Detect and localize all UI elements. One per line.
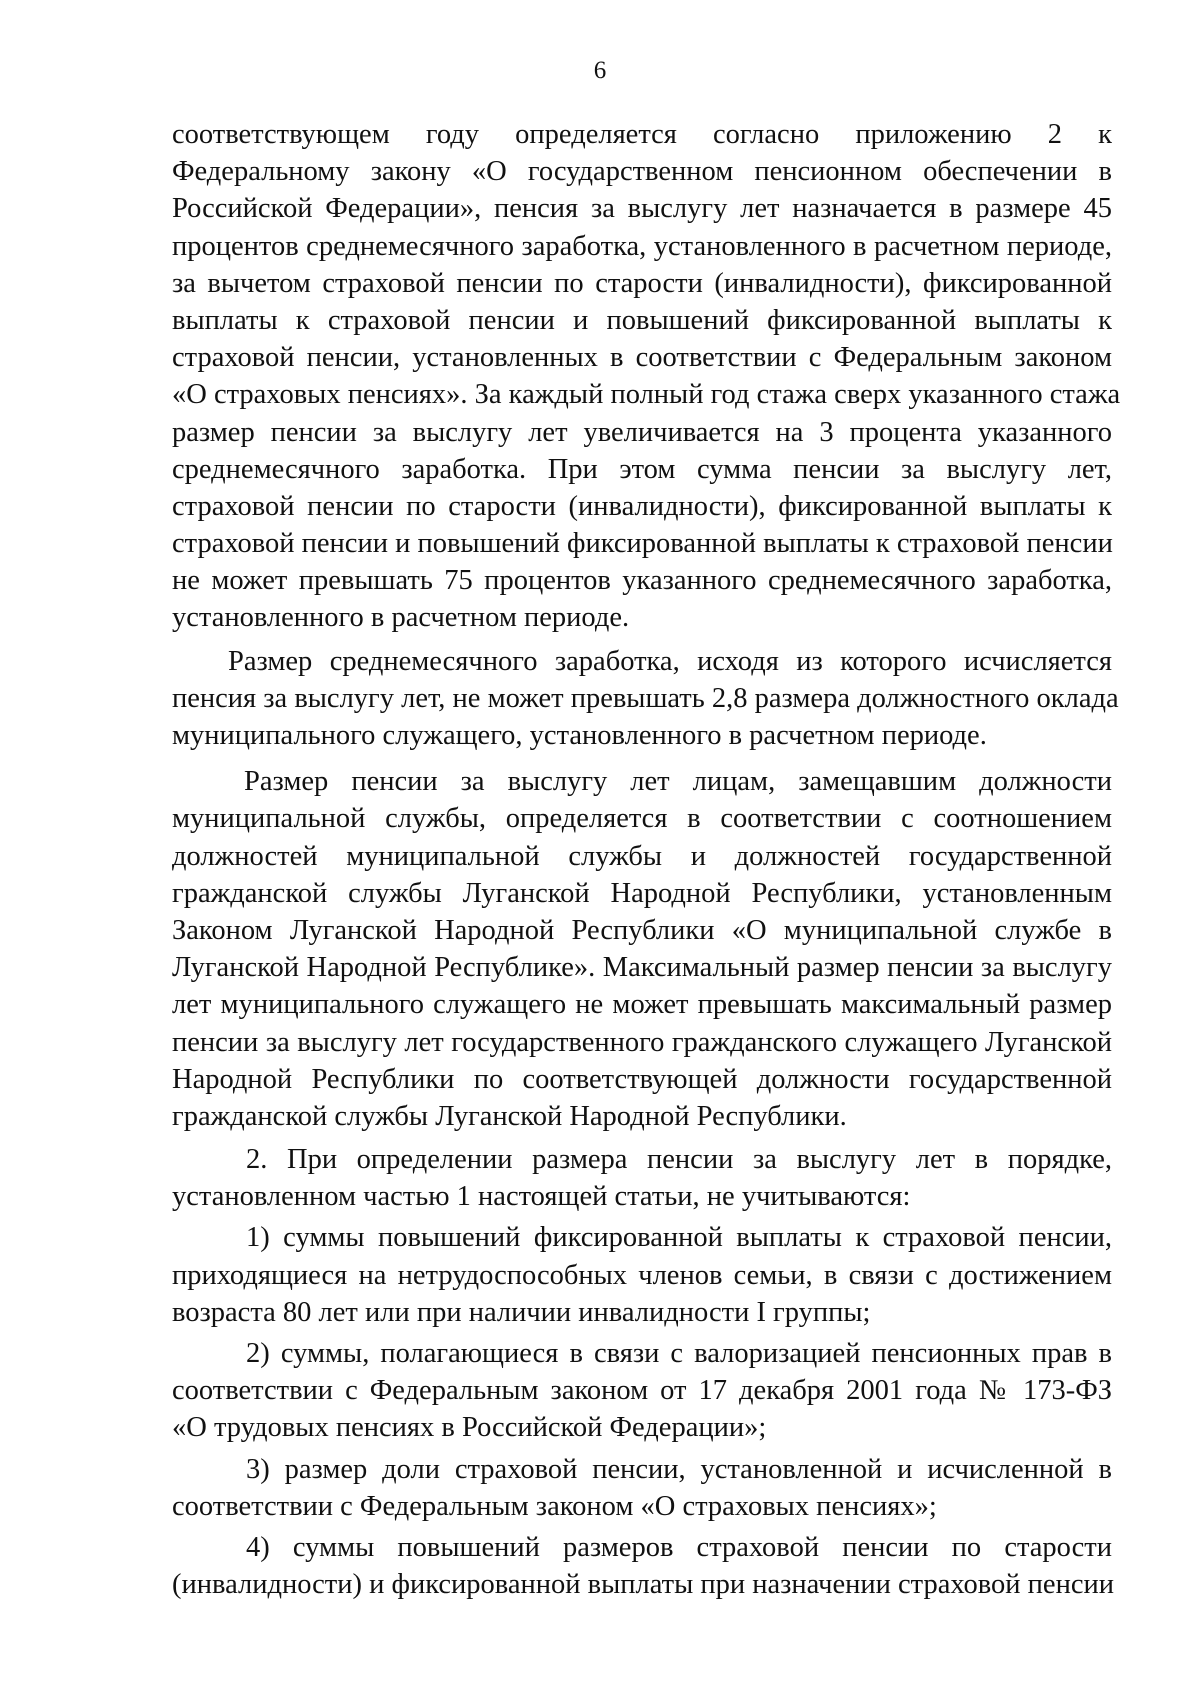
text-line: пенсия за выслугу лет, не может превышать 2,8 размера должностного оклада bbox=[172, 682, 1119, 714]
text-line: 2) суммы, полагающиеся в связи с валоризацией пенсионных прав в bbox=[246, 1338, 1112, 1369]
text-line: Народной Республики по соответствующей должности государственной bbox=[172, 1063, 1112, 1095]
paragraph-municipal-pension bbox=[172, 763, 1112, 1135]
text-line: страховой пенсии по старости (инвалидности), фиксированной выплаты к bbox=[172, 490, 1112, 522]
text-line: соответствующем году определяется согласно приложению 2 к bbox=[172, 119, 1112, 150]
text-line: выплаты к страховой пенсии и повышений фиксированной выплаты к bbox=[172, 304, 1112, 336]
text-line: пенсии за выслугу лет государственного гражданского служащего Луганской bbox=[172, 1026, 1112, 1058]
text-line: Луганской Народной Республике». Максимальный размер пенсии за выслугу bbox=[172, 952, 1112, 984]
text-line: не может превышать 75 процентов указанного среднемесячного заработка, bbox=[172, 565, 1112, 597]
text-line: (инвалидности) и фиксированной выплаты при назначении страховой пенсии bbox=[172, 1569, 1114, 1601]
text-line: среднемесячного заработка. При этом сумма пенсии за выслугу лет, bbox=[172, 453, 1112, 485]
text-line: возраста 80 лет или при наличии инвалидности I группы; bbox=[172, 1296, 871, 1328]
text-line: Российской Федерации», пенсия за выслугу лет назначается в размере 45 bbox=[172, 193, 1112, 225]
text-line: размер пенсии за выслугу лет увеличивается на 3 процента указанного bbox=[172, 416, 1112, 448]
text-line: гражданской службы Луганской Народной Республики. bbox=[172, 1100, 847, 1132]
text-line: муниципального служащего, установленного в расчетном периоде. bbox=[172, 720, 987, 751]
text-line: «О страховых пенсиях». За каждый полный год стажа сверх указанного стажа bbox=[172, 379, 1121, 411]
text-line: Законом Луганской Народной Республики «О муниципальной службе в bbox=[172, 914, 1112, 946]
paragraph-part-2 bbox=[172, 1141, 1112, 1215]
list-item-4 bbox=[172, 1529, 1112, 1603]
text-line: лет муниципального служащего не может превышать максимальный размер bbox=[172, 989, 1112, 1021]
text-line: приходящиеся на нетрудоспособных членов семьи, в связи с достижением bbox=[172, 1259, 1112, 1291]
document-body bbox=[172, 116, 1121, 1603]
text-line: соответствии с Федеральным законом «О страховых пенсиях»; bbox=[172, 1490, 937, 1522]
list-item-1 bbox=[172, 1219, 1112, 1331]
paragraph-average-earnings bbox=[172, 643, 1119, 755]
text-line: Размер пенсии за выслугу лет лицам, замещавшим должности bbox=[244, 766, 1112, 798]
text-line: Федеральному закону «О государственном пенсионном обеспечении в bbox=[172, 156, 1112, 188]
text-line: муниципальной службы, определяется в соответствии с соотношением bbox=[172, 803, 1112, 835]
text-line: страховой пенсии, установленных в соответствии с Федеральным законом bbox=[172, 342, 1112, 374]
text-line: должностей муниципальной службы и должностей государственной bbox=[172, 840, 1112, 872]
list-item-3 bbox=[172, 1451, 1112, 1525]
text-line: Размер среднемесячного заработка, исходя из которого исчисляется bbox=[228, 645, 1112, 677]
text-line: «О трудовых пенсиях в Российской Федерации»; bbox=[172, 1412, 767, 1444]
list-item-2 bbox=[172, 1335, 1112, 1447]
text-line: установленного в расчетном периоде. bbox=[172, 602, 630, 634]
text-line: соответствии с Федеральным законом от 17 декабря 2001 года № 173-ФЗ bbox=[172, 1375, 1112, 1407]
text-line: 4) суммы повышений размеров страховой пенсии по старости bbox=[246, 1531, 1112, 1563]
text-line: процентов среднемесячного заработка, установленного в расчетном периоде, bbox=[172, 230, 1112, 262]
text-line: 1) суммы повышений фиксированной выплаты к страховой пенсии, bbox=[246, 1222, 1112, 1254]
paragraph-continuation bbox=[172, 116, 1121, 637]
page-number: 6 bbox=[593, 57, 607, 84]
text-line: гражданской службы Луганской Народной Республики, установленным bbox=[172, 877, 1112, 909]
text-line: страховой пенсии и повышений фиксированной выплаты к страховой пенсии bbox=[172, 528, 1113, 560]
text-line: 3) размер доли страховой пенсии, установленной и исчисленной в bbox=[246, 1453, 1112, 1485]
text-line: установленном частью 1 настоящей статьи, не учитываются: bbox=[172, 1181, 911, 1213]
text-line: за вычетом страховой пенсии по старости (инвалидности), фиксированной bbox=[172, 267, 1112, 299]
text-line: 2. При определении размера пенсии за выслугу лет в порядке, bbox=[246, 1144, 1112, 1176]
